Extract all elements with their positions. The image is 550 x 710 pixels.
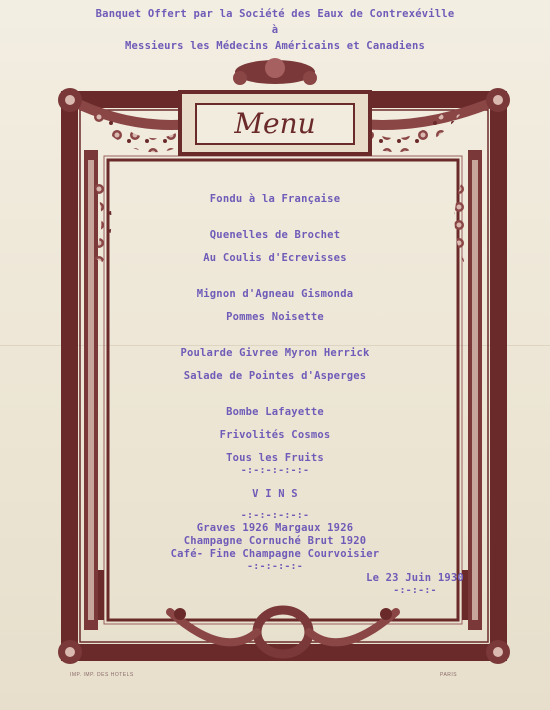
- separator-1: -:-:-:-:-:-: [240, 465, 310, 476]
- wines-title: V I N S: [252, 488, 298, 500]
- printer-mark-left: IMP. IMP. DES HOTELS: [70, 672, 134, 678]
- course-6: Poularde Givree Myron Herrick: [180, 347, 370, 359]
- course-7: Salade de Pointes d'Asperges: [183, 370, 367, 382]
- wine-2: Champagne Cornuché Brut 1920: [183, 535, 367, 547]
- header-line-1: Banquet Offert par la Société des Eaux de Contrexéville: [95, 8, 455, 20]
- course-1: Fondu à la Française: [209, 193, 341, 205]
- course-4: Mignon d'Agneau Gismonda: [196, 288, 354, 300]
- course-5: Pommes Noisette: [226, 311, 324, 323]
- course-8: Bombe Lafayette: [226, 406, 324, 418]
- separator-4: -:-:-:-: [393, 585, 437, 596]
- course-3: Au Coulis d'Ecrevisses: [203, 252, 347, 264]
- separator-2: -:-:-:-:-:-: [240, 510, 310, 521]
- date: Le 23 Juin 1930: [366, 572, 464, 584]
- wine-1: Graves 1926 Margaux 1926: [196, 522, 354, 534]
- course-2: Quenelles de Brochet: [209, 229, 341, 241]
- course-10: Tous les Fruits: [226, 452, 324, 464]
- separator-3: -:-:-:-:-: [247, 561, 303, 572]
- course-9: Frivolités Cosmos: [219, 429, 331, 441]
- menu-title: Menu: [234, 107, 316, 140]
- wine-3: Café- Fine Champagne Courvoisier: [170, 548, 380, 560]
- printer-mark-right: PARIS: [440, 672, 458, 678]
- header-line-2: à: [271, 24, 279, 36]
- header-line-3: Messieurs les Médecins Américains et Canadiens: [125, 40, 425, 52]
